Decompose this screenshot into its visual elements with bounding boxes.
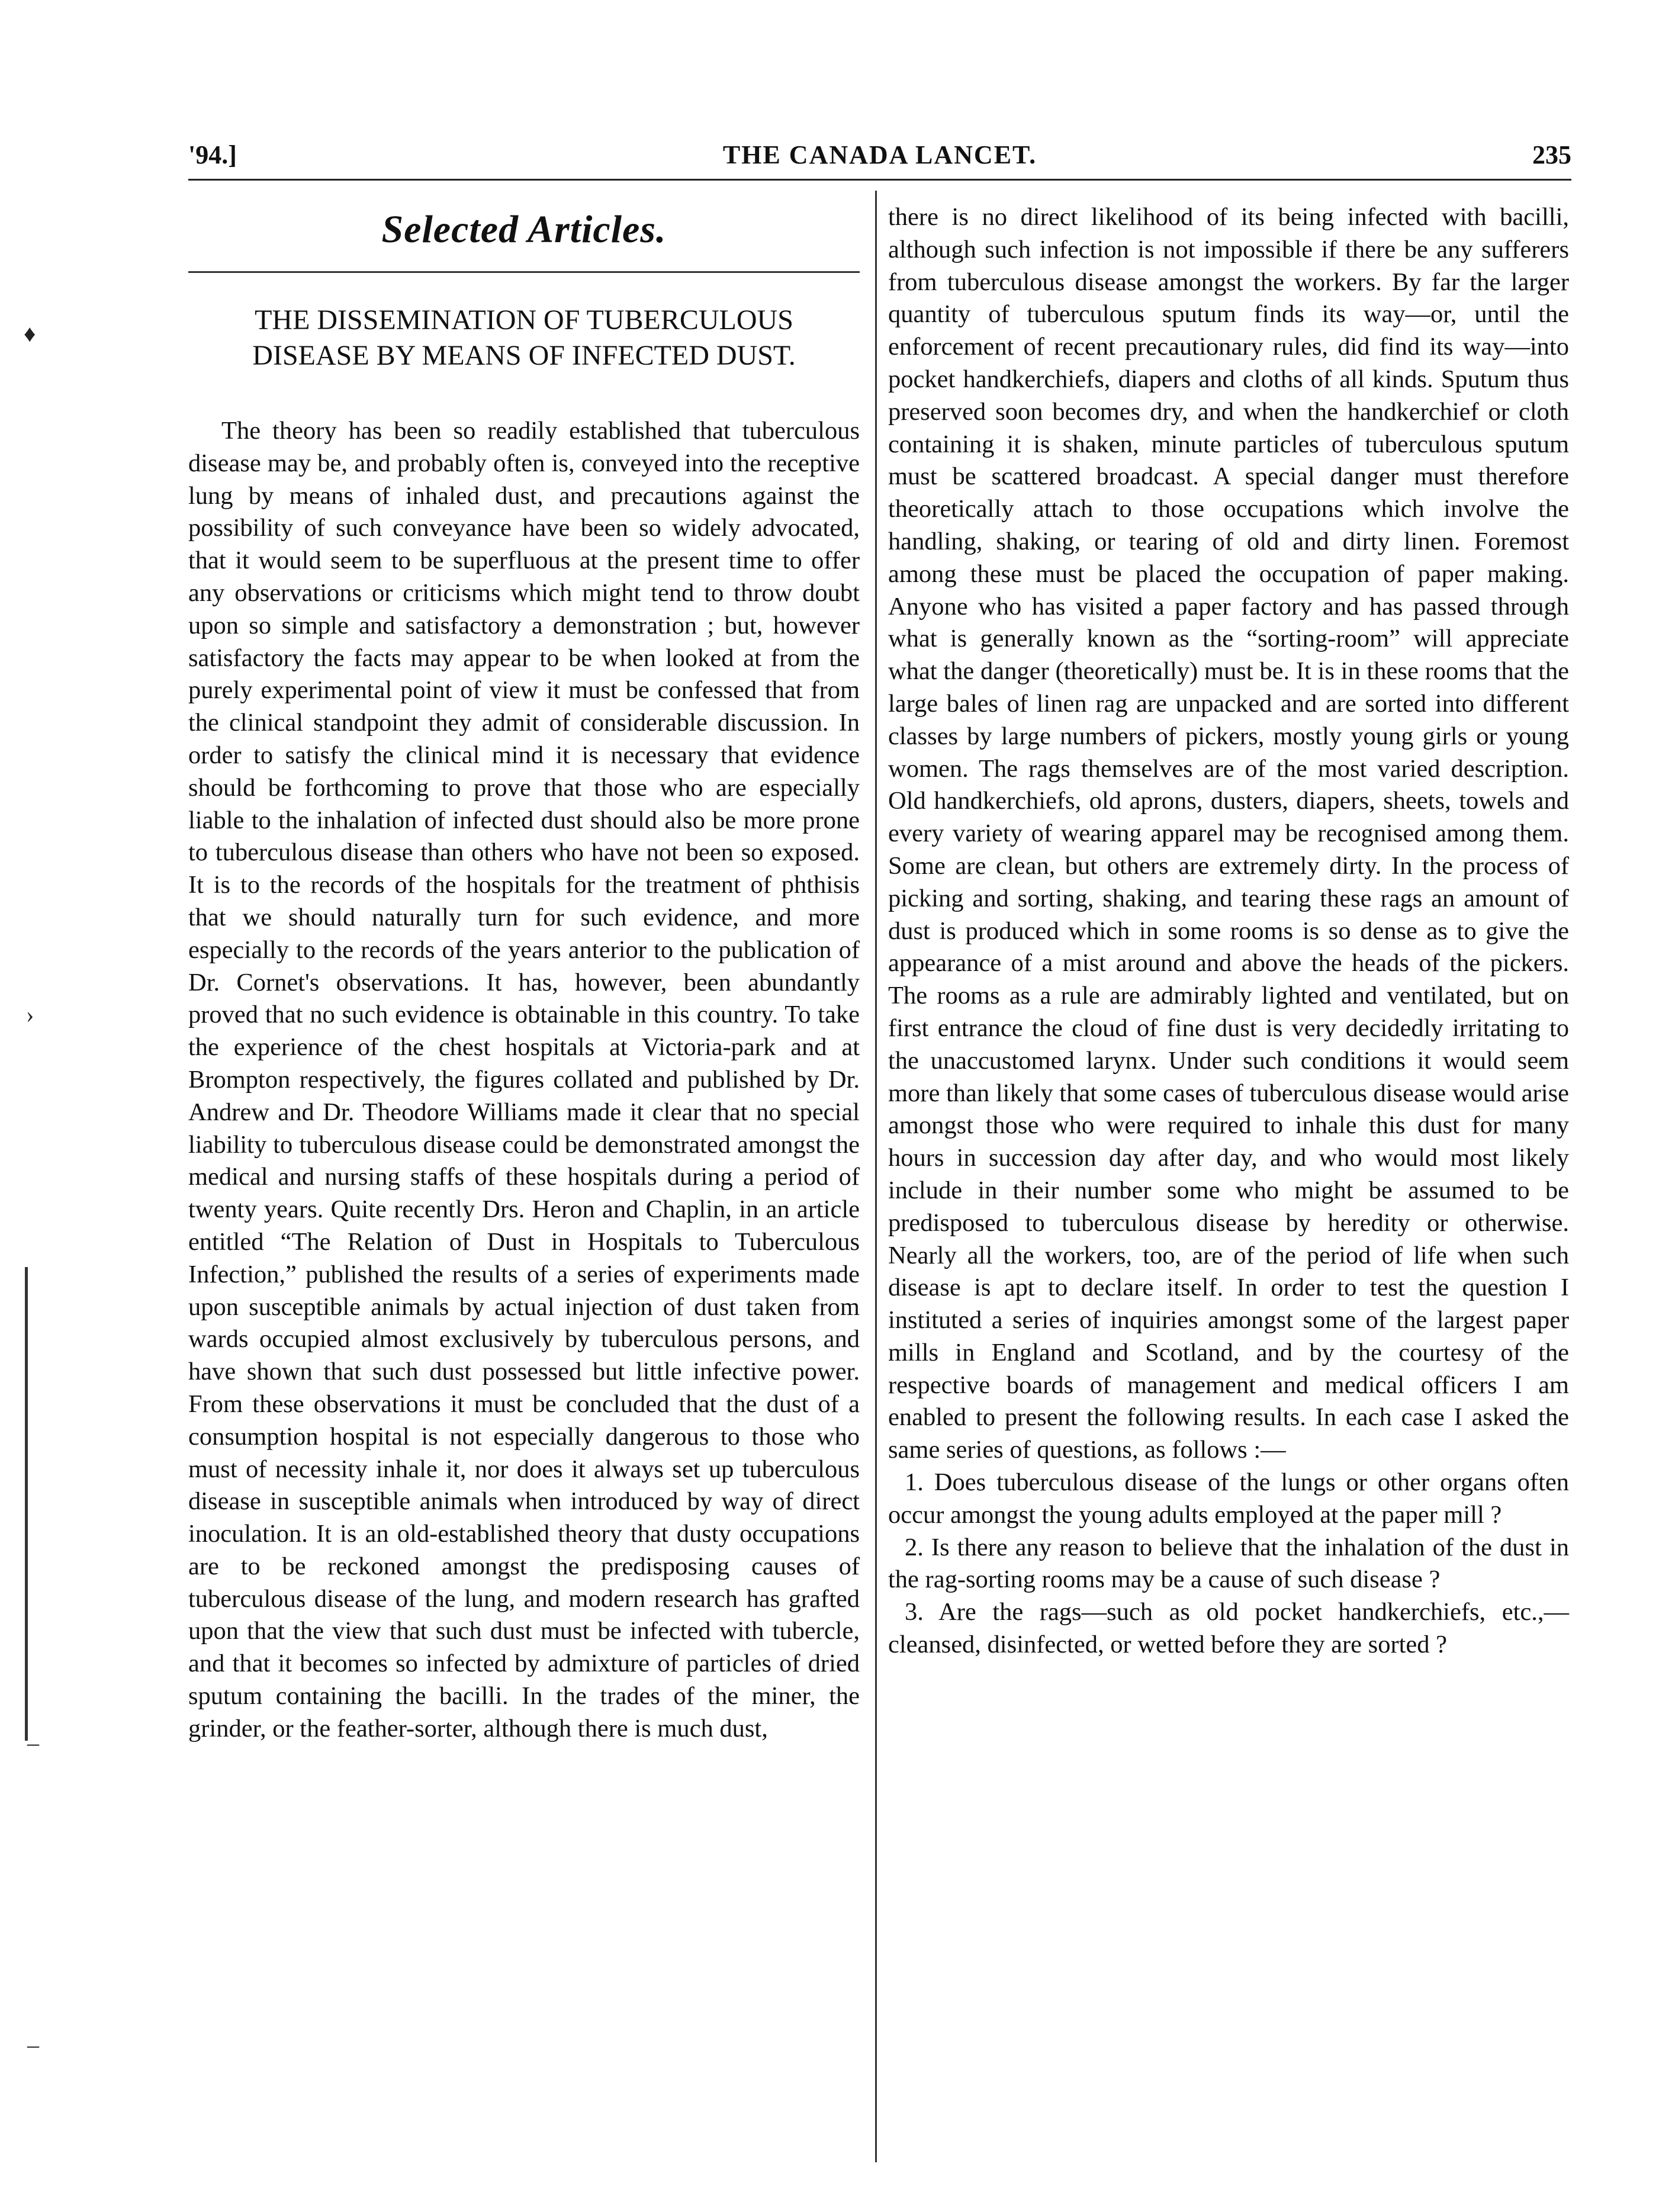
header-rule [188,179,1571,181]
column-divider [875,191,877,2162]
section-heading: Selected Articles. [381,208,667,251]
margin-arrow-mark: ♦ [24,320,36,347]
right-column-paragraph: there is no direct likelihood of its being infected with bacilli, although such infection is not impossible if there be any sufferers from tuberculous disease amongst the workers. By far the larger quantity of tuberculous sputum finds its way—or, until the enforcement of recent precautionary rules, did find its way—into pocket handkerchiefs, diapers and cloths of all kinds. Sputum thus preserved soon becomes dry, and when the handkerchief or cloth containing it is shaken, minute particles of tuberculous sputum must be scattered broadcast. A special danger must therefore theoretically attach to those occupations which involve the handling, shaking, or tearing of old and dirty linen. Foremost among these must be placed the occupation of paper making. Anyone who has visited a paper factory and has passed through what is generally known as the “sorting-room” will appreciate what the danger (theoretically) must be. It is in these rooms that the large bales of linen rag are unpacked and are sorted into different classes by large numbers of pickers, mostly young girls or young women. The rags themselves are of the most varied description. Old handkerchiefs, old aprons, dusters, diapers, sheets, towels and every variety of wearing apparel may be recognised among them. Some are clean, but others are extremely dirty. In the process of picking and sorting, shaking, and tearing these rags an amount of dust is produced which in some rooms is so dense as to give the appearance of a mist around and above the heads of the pickers. The rooms as a rule are admirably lighted and ventilated, but on first entrance the cloud of fine dust is very decidedly irritating to the unaccustomed larynx. Under such conditions it would seem more than likely that some cases of tuberculous disease would arise amongst those who were required to inhale this dust for many hours in succession day after day, and who would most likely include in their number some who might be assumed to be predisposed to tuberculous disease by heredity or otherwise. Nearly all the workers, too, are of the period of life when such disease is apt to declare itself. In order to test the question I instituted a series of inquiries amongst some of the largest paper mills in England and Scotland, and by the courtesy of the respective boards of management and medical officers I am enabled to present the following results. In each case I asked the same series of questions, as follows :— [888,203,1569,1464]
article-title: THE DISSEMINATION OF TUBERCULOUS DISEASE BY MEANS OF INFECTED DUST. [252,304,796,371]
section-heading-rule [188,271,860,273]
left-column-paragraph: The theory has been so readily established that tuberculous disease may be, and probably often is, conveyed into the receptive lung by means of inhaled dust, and precautions against the possibility of such conveyance have been so widely advocated, that it would seem to be superfluous at the present time to offer any observations or criticisms which might tend to throw doubt upon so simple and satisfactory a demonstration ; but, however satisfactory the facts may appear to be when looked at from the purely experimental point of view it must be confessed that from the clinical standpoint they admit of considerable discussion. In order to satisfy the clinical mind it is necessary that evidence should be forthcoming to prove that those who are especially liable to the inhalation of infected dust should also be more prone to tuberculous disease than others who have not been so exposed. It is to the records of the hospitals for the treatment of phthisis that we should naturally turn for such evidence, and more especially to the records of the years anterior to the publication of Dr. Cornet's observations. It has, however, been abundantly proved that no such evidence is obtainable in this country. To take the experience of the chest hospitals at Victoria-park and at Brompton respectively, the figures collated and published by Dr. Andrew and Dr. Theodore Williams made it clear that no special liability to tuberculous disease could be demonstrated amongst the medical and nursing staffs of these hospitals during a period of twenty years. Quite recently Drs. Heron and Chaplin, in an article entitled “The Relation of Dust in Hospitals to Tuberculous Infection,” published the results of a series of experiments made upon susceptible animals by actual injection of dust taken from wards occupied almost exclusively by tuberculous persons, and have shown that such dust possessed but little infective power. From these observations it must be concluded that the dust of a consumption hospital is not especially dangerous to those who must of necessity inhale it, nor does it always set up tuberculous disease in susceptible animals when introduced by way of direct inoculation. It is an old-established theory that dusty occupations are to be reckoned amongst the predisposing causes of tuberculous disease of the lung, and modern research has grafted upon that the view that such dust must be infected with tubercle, and that it becomes so infected by admixture of particles of dried sputum containing the bacilli. In the trades of the miner, the grinder, or the feather-sorter, although there is much dust, [188,417,860,1742]
page-number: 235 [1532,140,1571,169]
journal-title: THE CANADA LANCET. [722,140,1037,169]
margin-tick-mark: – [27,2031,39,2058]
right-column [888,201,1569,1661]
left-column [188,201,860,1745]
question-item: 1. Does tuberculous disease of the lungs or other organs often occur amongst the young adults employed at the paper mill ? [888,1468,1569,1529]
question-item: 3. Are the rags—such as old pocket handkerchiefs, etc.,—cleansed, disinfected, or wetted before they are sorted ? [888,1598,1569,1659]
question-item: 2. Is there any reason to believe that the inhalation of the dust in the rag-sorting rooms may be a cause of such disease ? [888,1533,1569,1594]
margin-tick-mark: – [27,1729,39,1756]
page-edge-line [25,1267,28,1741]
margin-tick-mark: › [26,1001,34,1028]
running-header [188,135,1571,176]
volume-reference: '94.] [188,140,237,169]
